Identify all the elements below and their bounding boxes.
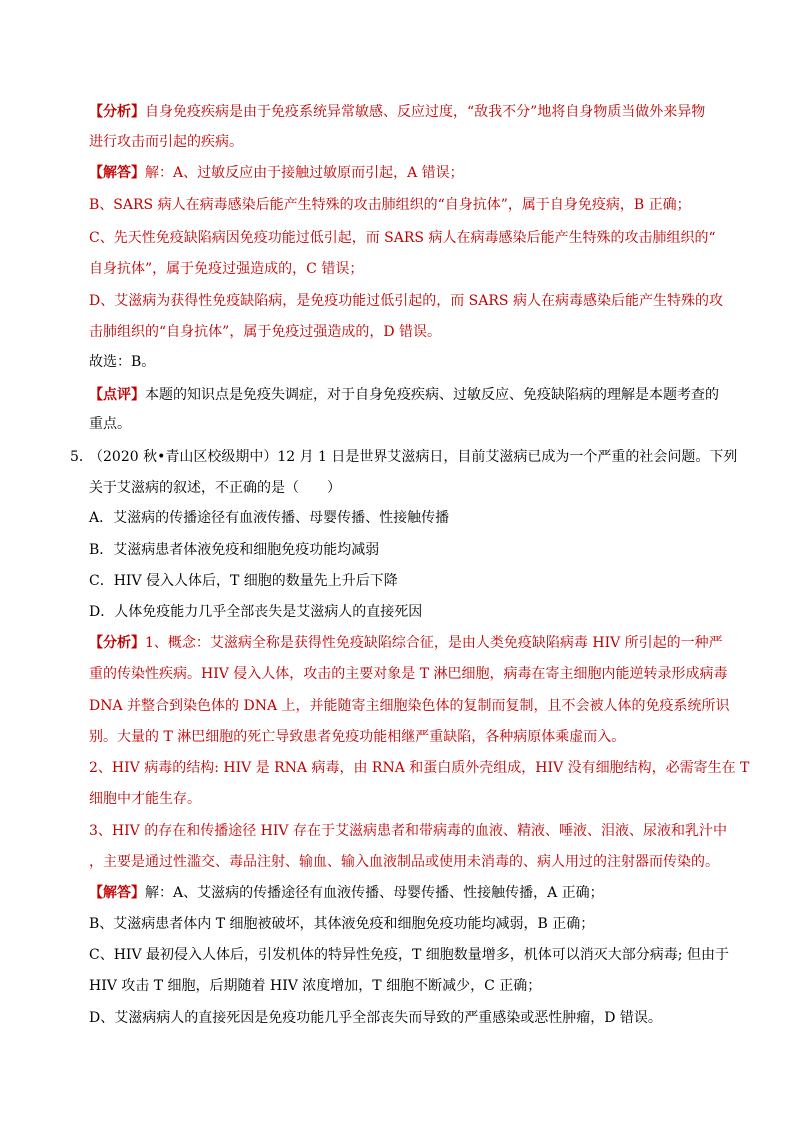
analysis-text: 3、HIV 的存在和传播途径 HIV 存在于艾滋病患者和带病毒的血液、精液、唾液、泪液、尿液和乳汁中 [89,823,727,839]
answer-text: C、HIV 最初侵入人体后，引发机体的特异性免疫，T 细胞数量增多，机体可以消灭大部分病毒; 但由于 [89,947,729,963]
option-d: D．人体免疫能力几乎全部丧失是艾滋病人的直接死因 [89,604,423,620]
answer-text: 解：A、艾滋病的传播途径有血液传播、母婴传播、性接触传播，A 正确； [145,885,604,901]
answer-line [89,163,464,183]
analysis-text: 1、概念：艾滋病全称是获得性免疫缺陷综合征，是由人类免疫缺陷病毒 HIV 所引起的一种严 [145,635,723,651]
question-text: （2020 秋•青山区校级期中）12 月 1 日是世界艾滋病日，目前艾滋病已成为一个严重的社会问题。下列 [89,449,738,465]
answer-text: D、艾滋病为获得性免疫缺陷病，是免疫功能过低引起的，而 SARS 病人在病毒感染后能产生特殊的攻 [89,293,723,309]
comment-line [89,385,719,405]
option-c: C．HIV 侵入人体后，T 细胞的数量先上升后下降 [89,573,398,589]
choice-result: 故选：B。 [89,354,156,370]
analysis-text: 进行攻击而引起的疾病。 [89,134,243,150]
analysis-tag: 【分析】 [89,635,145,651]
option-a: A．艾滋病的传播途径有血液传播、母婴传播、性接触传播 [89,510,450,526]
answer-tag: 【解答】 [89,165,145,181]
answer-line [89,883,604,903]
analysis-line [89,633,723,653]
answer-text: D、艾滋病病人的直接死因是免疫功能几乎全部丧失而导致的严重感染或恶性肿瘤，D 错误。 [89,1010,662,1026]
analysis-text: 细胞中才能生存。 [89,791,201,807]
analysis-line [89,102,705,122]
analysis-text: 2、HIV 病毒的结构: HIV 是 RNA 病毒，由 RNA 和蛋白质外壳组成，HIV 没有细胞结构，必需寄生在 T [89,760,750,776]
analysis-tag: 【分析】 [89,104,145,120]
analysis-text: ，主要是通过性滥交、毒品注射、输血、输入血液制品或使用未消毒的、病人用过的注射器而传染的。 [89,854,719,870]
answer-text: C、先天性免疫缺陷病因免疫功能过低引起，而 SARS 病人在病毒感染后能产生特殊的攻击肺组织的“ [89,230,716,246]
analysis-text: DNA 并整合到染色体的 DNA 上，并能随寄主细胞染色体的复制而复制，且不会被人体的免疫系统所识 [89,698,730,714]
option-b: B．艾滋病患者体液免疫和细胞免疫功能均减弱 [89,542,380,558]
answer-text: B、艾滋病患者体内 T 细胞被破坏，其体液免疫和细胞免疫功能均减弱，B 正确； [89,916,595,932]
comment-text: 重点。 [89,416,131,432]
question-text: 关于艾滋病的叙述，不正确的是（ ） [89,480,341,496]
answer-text: 自身抗体”，属于免疫过强造成的，C 错误； [89,261,364,277]
answer-text: B、SARS 病人在病毒感染后能产生特殊的攻击肺组织的“自身抗体”，属于自身免疫病，B 正确； [89,197,691,213]
comment-text: 本题的知识点是免疫失调症，对于自身免疫疾病、过敏反应、免疫缺陷病的理解是本题考查的 [145,387,719,403]
answer-tag: 【解答】 [89,885,145,901]
analysis-text: 别。大量的 T 淋巴细胞的死亡导致患者免疫功能相继严重缺陷，各种病原体乘虚而入。 [89,729,626,745]
answer-text: 解：A、过敏反应由于接触过敏原而引起，A 错误； [145,165,464,181]
analysis-text: 自身免疫疾病是由于免疫系统异常敏感、反应过度，“敌我不分”地将自身物质当做外来异物 [145,104,706,120]
answer-text: HIV 攻击 T 细胞，后期随着 HIV 浓度增加，T 细胞不断减少，C 正确； [89,978,542,994]
question-number: 5． [70,449,93,465]
answer-text: 击肺组织的“自身抗体”，属于免疫过强造成的，D 错误。 [89,324,441,340]
comment-tag: 【点评】 [89,387,145,403]
analysis-text: 重的传染性疾病。HIV 侵入人体，攻击的主要对象是 T 淋巴细胞，病毒在寄主细胞内能逆转录形成病毒 [89,666,728,682]
